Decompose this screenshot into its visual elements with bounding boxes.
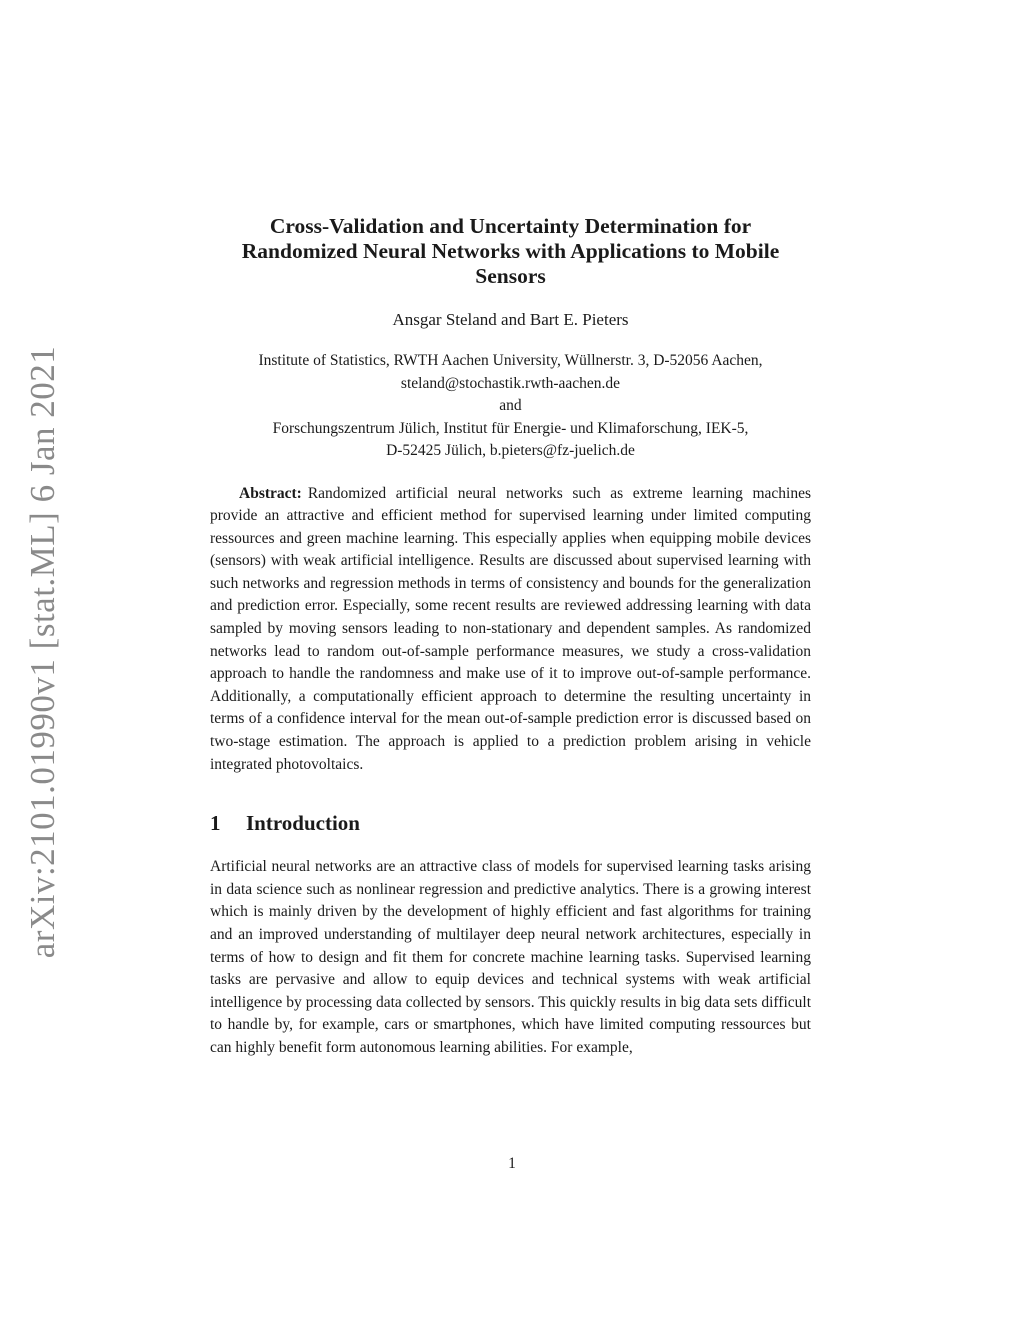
affiliation-line-1: Institute of Statistics, RWTH Aachen University, Wüllnerstr. 3, D-52056 Aachen, (258, 352, 763, 369)
affiliation-email-2: D-52425 Jülich, b.pieters@fz-juelich.de (386, 442, 635, 459)
affiliation-email-1: steland@stochastik.rwth-aachen.de (400, 374, 621, 392)
title-line-2: Randomized Neural Networks with Applications to Mobile (241, 239, 780, 263)
title-line-1: Cross-Validation and Uncertainty Determination for (269, 214, 752, 238)
affiliations (210, 350, 811, 463)
section-number: 1 (210, 811, 221, 836)
page-number: 1 (508, 1155, 516, 1172)
affiliation-line-2: Forschungszentrum Jülich, Institut für Energie- und Klimaforschung, IEK-5, (272, 419, 749, 437)
introduction-paragraph: Artificial neural networks are an attractive class of models for supervised learning tasks arising in data science such as nonlinear regression and predictive analytics. There is a growing interest which is mainly driven by the development of highly efficient and fast algorithms for training and an improved understanding of multilayer deep neural network architectures, especially in terms of how to design and fit them for concrete machine learning tasks. Supervised learning tasks are pervasive and allow to equip devices and technical systems with weak artificial intelligence by processing data collected by sensors. This quickly results in big data sets difficult to handle by, for example, cars or smartphones, which have limited computing ressources but can highly benefit form autonomous learning abilities. For example, (210, 858, 811, 1056)
paper-page (210, 214, 811, 1075)
section-title: Introduction (246, 811, 360, 836)
section-heading-introduction (210, 810, 811, 836)
arxiv-identifier-stamp: arXiv:2101.01990v1 [stat.ML] 6 Jan 2021 (23, 345, 62, 959)
abstract-text: Randomized artificial neural networks such as extreme learning machines provide an attractive and efficient method for supervised learning under limited computing ressources and green machine learning. This especially applies when equipping mobile devices (sensors) with weak artificial intelligence. Results are discussed about supervised learning with such networks and regression methods in terms of consistency and bounds for the generalization and prediction error. Especially, some recent results are reviewed addressing learning with data sampled by moving sensors leading to non-stationary and dependent samples. As randomized networks lead to random out-of-sample performance measures, we study a cross-validation approach to handle the randomness and make use of it to improve out-of-sample performance. Additionally, a computationally efficient approach to determine the resulting uncertainty in terms of a confidence interval for the mean out-of-sample prediction error is discussed based on two-stage estimation. The approach is applied to a prediction problem arising in vehicle integrated photovoltaics. (210, 484, 811, 773)
affiliation-and: and (499, 397, 522, 414)
abstract-label: Abstract: (239, 484, 302, 502)
author-list: Ansgar Steland and Bart E. Pieters (392, 310, 629, 329)
abstract (210, 483, 811, 777)
title-line-3: Sensors (475, 264, 546, 288)
paper-title (210, 214, 811, 289)
